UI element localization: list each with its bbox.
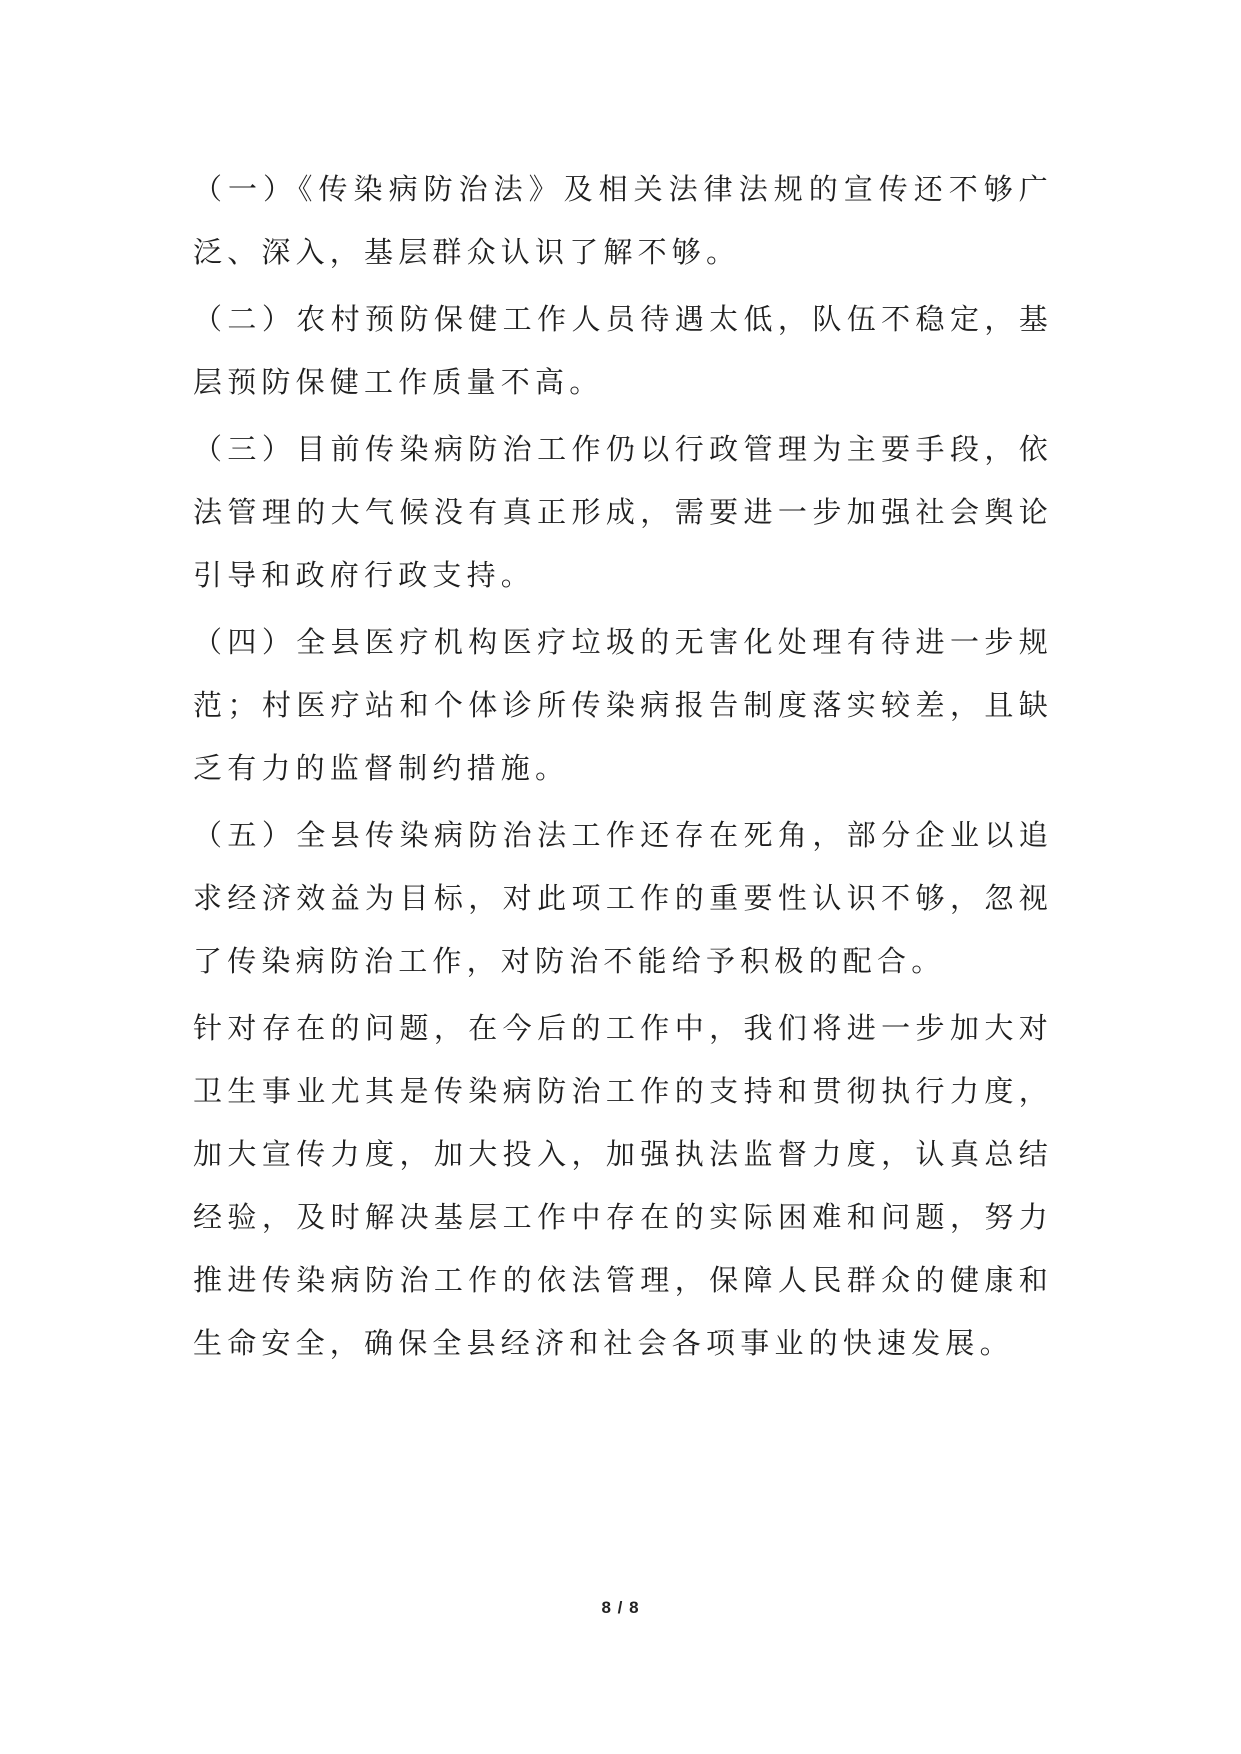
paragraph-1: （一）《传染病防治法》及相关法律法规的宣传还不够广泛、深入，基层群众认识了解不够。: [193, 172, 1053, 269]
paragraph-4: （四）全县医疗机构医疗垃圾的无害化处理有待进一步规范；村医疗站和个体诊所传染病报告制度落实较差，且缺乏有力的监督制约措施。: [193, 625, 1053, 785]
document-body: [193, 158, 1053, 1375]
page-number: 8 / 8: [601, 1598, 640, 1617]
paragraph-5: （五）全县传染病防治法工作还存在死角，部分企业以追求经济效益为目标，对此项工作的重要性认识不够，忽视了传染病防治工作，对防治不能给予积极的配合。: [193, 818, 1053, 978]
paragraph-3: （三）目前传染病防治工作仍以行政管理为主要手段，依法管理的大气候没有真正形成，需要进一步加强社会舆论引导和政府行政支持。: [193, 432, 1053, 592]
paragraph-2: （二）农村预防保健工作人员待遇太低，队伍不稳定，基层预防保健工作质量不高。: [193, 302, 1053, 399]
paragraph-6: 针对存在的问题，在今后的工作中，我们将进一步加大对卫生事业尤其是传染病防治工作的支持和贯彻执行力度，加大宣传力度，加大投入，加强执法监督力度，认真总结经验，及时解决基层工作中存在的实际困难和问题，努力推进传染病防治工作的依法管理，保障人民群众的健康和生命安全，确保全县经济和社会各项事业的快速发展。: [193, 1011, 1053, 1360]
